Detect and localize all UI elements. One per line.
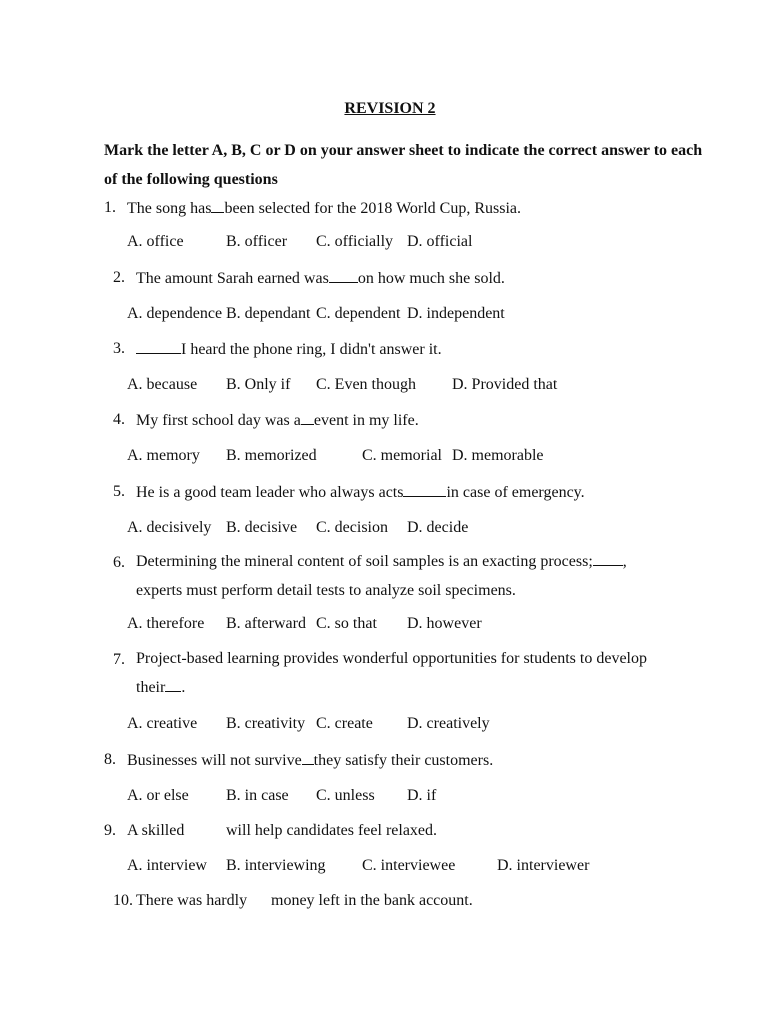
option-d: D. interviewer [497, 857, 590, 874]
option-a: A. office [127, 233, 184, 250]
option-d: D. if [407, 787, 437, 804]
question-text-before: There was hardly [136, 892, 248, 909]
option-a: A. creative [127, 715, 198, 732]
answer-blank [593, 552, 623, 566]
option-b: B. creativity [226, 715, 306, 732]
question-text: The amount Sarah earned was on how much she sold. [136, 270, 505, 287]
option-b: B. officer [226, 233, 288, 250]
option-a: A. therefore [127, 615, 205, 632]
option-a: A. interview [127, 857, 207, 874]
option-c: C. so that [316, 615, 377, 632]
option-a: A. decisively [127, 519, 212, 536]
option-c: C. interviewee [362, 857, 456, 874]
option-c: C. dependent [316, 305, 401, 322]
option-d: D. independent [407, 305, 505, 322]
question-text-after: will help candidates feel relaxed. [226, 822, 438, 839]
answer-blank [403, 483, 446, 497]
option-b: B. dependant [226, 305, 311, 322]
option-d: D. decide [407, 519, 469, 536]
option-a: A. because [127, 376, 198, 393]
option-b: B. interviewing [226, 857, 326, 874]
question-number: 1. [104, 199, 116, 216]
question-number: 10. [113, 892, 133, 909]
option-c: C. Even though [316, 376, 416, 393]
question-text: The song has been selected for the 2018 World Cup, Russia. [127, 200, 522, 217]
question-text-before: A skilled [127, 822, 185, 839]
option-c: C. create [316, 715, 373, 732]
answer-blank [301, 411, 314, 425]
page-title: REVISION 2 [344, 100, 436, 117]
question-number: 5. [113, 483, 125, 500]
question-text-after: money left in the bank account. [271, 892, 473, 909]
option-b: B. Only if [226, 376, 291, 393]
option-b: B. in case [226, 787, 289, 804]
option-b: B. memorized [226, 447, 317, 464]
answer-blank [329, 269, 358, 283]
question-text: Businesses will not survive they satisfy their customers. [127, 752, 494, 769]
question-text: Determining the mineral content of soil samples is an exacting process; , experts must perform detail tests to analyze soil specimens. [136, 553, 627, 599]
question-number: 8. [104, 751, 116, 768]
question-text: My first school day was a event in my life. [136, 412, 419, 429]
question-text: He is a good team leader who always acts in case of emergency. [136, 484, 585, 501]
question-number: 7. [113, 651, 125, 668]
option-a: A. or else [127, 787, 189, 804]
question-number: 3. [113, 340, 125, 357]
option-c: C. unless [316, 787, 375, 804]
option-c: C. decision [316, 519, 388, 536]
question-number: 6. [113, 554, 125, 571]
question-number: 4. [113, 411, 125, 428]
instruction-text: Mark the letter A, B, C or D on your answer sheet to indicate the correct answer to each of the following questions [104, 142, 703, 188]
question-text: I heard the phone ring, I didn't answer it. [136, 340, 442, 359]
option-d: D. memorable [452, 447, 544, 464]
option-d: D. official [407, 233, 473, 250]
option-c: C. officially [316, 233, 394, 250]
option-d: D. Provided that [452, 376, 558, 393]
option-a: A. dependence [127, 305, 223, 322]
option-c: C. memorial [362, 447, 442, 464]
question-number: 2. [113, 269, 125, 286]
option-a: A. memory [127, 447, 200, 464]
answer-blank [211, 199, 224, 213]
answer-blank [136, 340, 181, 354]
question-text: Project-based learning provides wonderful opportunities for students to develop their . [136, 650, 647, 696]
option-d: D. creatively [407, 715, 490, 732]
answer-blank [165, 678, 181, 692]
question-number: 9. [104, 822, 116, 839]
option-b: B. decisive [226, 519, 298, 536]
answer-blank [302, 751, 314, 765]
option-d: D. however [407, 615, 482, 632]
option-b: B. afterward [226, 615, 306, 632]
